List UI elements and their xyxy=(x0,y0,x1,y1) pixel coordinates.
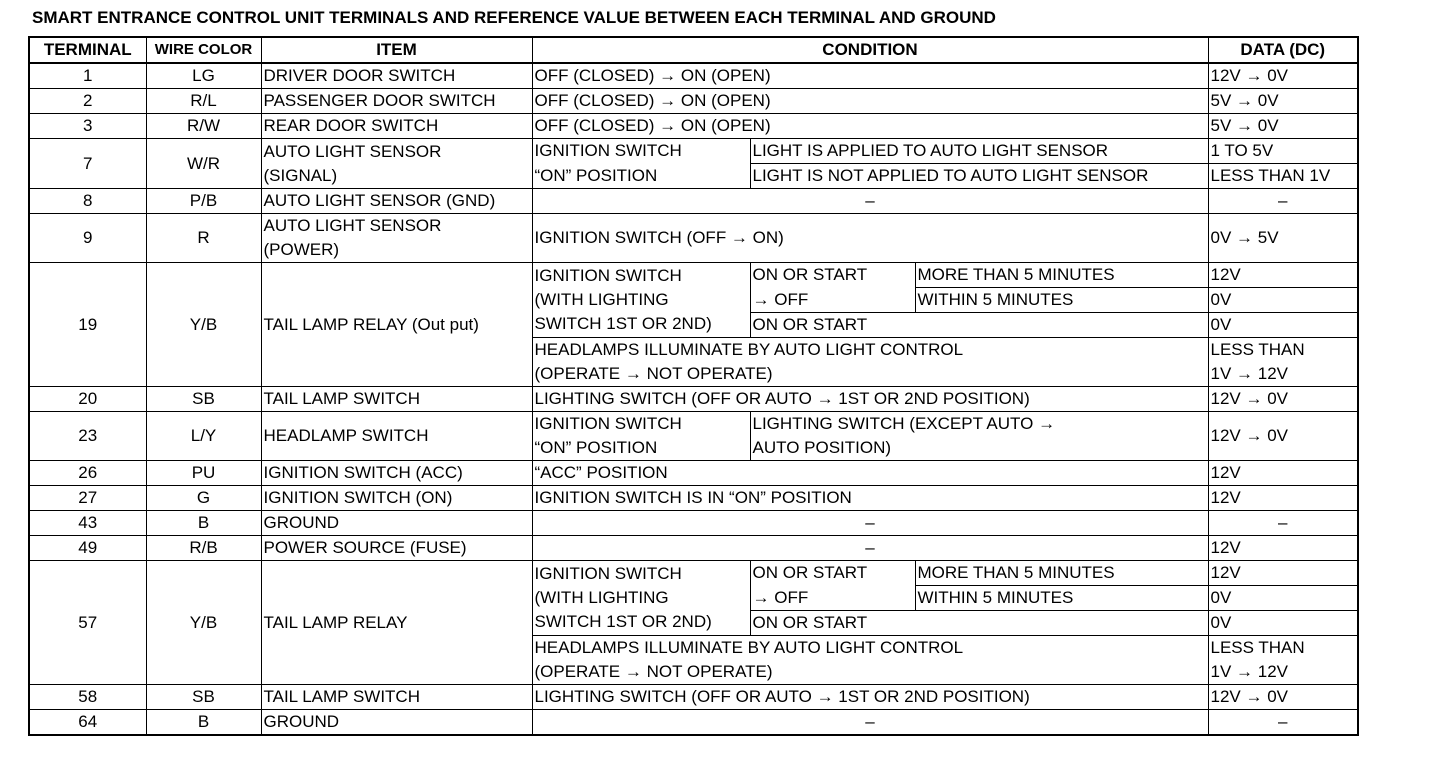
terminal-cell: 8 xyxy=(29,189,146,214)
condition-cell: (OPERATE → NOT OPERATE) xyxy=(532,660,1208,685)
item-cell: PASSENGER DOOR SWITCH xyxy=(261,89,532,114)
data-cell: – xyxy=(1208,511,1358,536)
terminal-cell: 3 xyxy=(29,114,146,139)
data-cell: 0V xyxy=(1208,586,1358,611)
wire-color-cell: SB xyxy=(146,685,261,710)
wire-color-cell: L/Y xyxy=(146,412,261,461)
item-cell xyxy=(261,214,532,263)
data-cell: 0V → 5V xyxy=(1208,214,1358,263)
item-cell xyxy=(261,139,532,189)
condition-line: IGNITION SWITCH xyxy=(534,564,682,583)
terminal-cell: 20 xyxy=(29,387,146,412)
table-row xyxy=(29,561,1358,586)
condition-cell: – xyxy=(532,710,1208,736)
wire-color-cell: R/B xyxy=(146,536,261,561)
wire-color-cell: R/W xyxy=(146,114,261,139)
table-row xyxy=(29,461,1358,486)
table-row xyxy=(29,263,1358,288)
terminal-table xyxy=(28,36,1359,736)
condition-cell: IGNITION SWITCH IS IN “ON” POSITION xyxy=(532,486,1208,511)
item-line: (SIGNAL) xyxy=(263,165,338,185)
item-cell: GROUND xyxy=(261,511,532,536)
terminal-cell: 2 xyxy=(29,89,146,114)
terminal-cell: 26 xyxy=(29,461,146,486)
condition-cell xyxy=(750,412,1208,461)
data-cell: – xyxy=(1208,189,1358,214)
item-cell: POWER SOURCE (FUSE) xyxy=(261,536,532,561)
data-cell: 12V → 0V xyxy=(1208,412,1358,461)
data-cell: 12V xyxy=(1208,461,1358,486)
data-cell: 12V xyxy=(1208,263,1358,288)
table-row xyxy=(29,189,1358,214)
terminal-cell: 1 xyxy=(29,63,146,89)
item-cell: IGNITION SWITCH (ACC) xyxy=(261,461,532,486)
table-row xyxy=(29,685,1358,710)
wire-color-cell: G xyxy=(146,486,261,511)
terminal-cell: 57 xyxy=(29,561,146,685)
data-cell: 12V xyxy=(1208,561,1358,586)
table-row xyxy=(29,710,1358,736)
terminal-cell: 9 xyxy=(29,214,146,263)
item-cell: TAIL LAMP SWITCH xyxy=(261,387,532,412)
condition-line: SWITCH 1ST OR 2ND) xyxy=(534,314,712,333)
condition-cell: (OPERATE → NOT OPERATE) xyxy=(532,362,1208,387)
data-cell: 12V → 0V xyxy=(1208,685,1358,710)
condition-cell: WITHIN 5 MINUTES xyxy=(915,288,1208,313)
data-cell: 5V → 0V xyxy=(1208,89,1358,114)
data-cell: 12V xyxy=(1208,536,1358,561)
header-row xyxy=(29,37,1358,63)
condition-cell: LIGHTING SWITCH (OFF OR AUTO → 1ST OR 2ND POSITION) xyxy=(532,387,1208,412)
condition-cell: – xyxy=(532,536,1208,561)
item-line: AUTO LIGHT SENSOR xyxy=(263,141,442,161)
condition-cell: OFF (CLOSED) → ON (OPEN) xyxy=(532,63,1208,89)
condition-line: LIGHTING SWITCH (EXCEPT AUTO → xyxy=(752,414,1056,433)
item-cell: TAIL LAMP SWITCH xyxy=(261,685,532,710)
header-wire-color: WIRE COLOR xyxy=(146,37,261,63)
wire-color-cell: B xyxy=(146,511,261,536)
item-line: AUTO LIGHT SENSOR xyxy=(263,216,442,235)
item-cell: AUTO LIGHT SENSOR (GND) xyxy=(261,189,532,214)
condition-line: AUTO POSITION) xyxy=(752,438,892,457)
wire-color-cell: PU xyxy=(146,461,261,486)
condition-cell: MORE THAN 5 MINUTES xyxy=(915,263,1208,288)
terminal-cell: 43 xyxy=(29,511,146,536)
terminal-cell: 58 xyxy=(29,685,146,710)
table-row xyxy=(29,89,1358,114)
data-cell: 12V xyxy=(1208,486,1358,511)
condition-cell: WITHIN 5 MINUTES xyxy=(915,586,1208,611)
page-title: SMART ENTRANCE CONTROL UNIT TERMINALS AND REFERENCE VALUE BETWEEN EACH TERMINAL AND GROUND xyxy=(32,8,996,27)
condition-line: (WITH LIGHTING xyxy=(534,290,669,309)
condition-cell: OFF (CLOSED) → ON (OPEN) xyxy=(532,114,1208,139)
table-row xyxy=(29,387,1358,412)
condition-line: “ON” POSITION xyxy=(534,438,658,457)
terminal-cell: 27 xyxy=(29,486,146,511)
condition-cell xyxy=(532,561,750,636)
wire-color-cell: R xyxy=(146,214,261,263)
condition-cell: ON OR START xyxy=(750,561,915,586)
condition-cell: LIGHT IS NOT APPLIED TO AUTO LIGHT SENSOR xyxy=(750,164,1208,189)
data-cell: LESS THAN xyxy=(1208,338,1358,363)
data-cell: 1 TO 5V xyxy=(1208,139,1358,164)
condition-cell: → OFF xyxy=(750,288,915,313)
condition-cell xyxy=(532,412,750,461)
item-cell: DRIVER DOOR SWITCH xyxy=(261,63,532,89)
data-cell: LESS THAN 1V xyxy=(1208,164,1358,189)
data-cell: 5V → 0V xyxy=(1208,114,1358,139)
item-cell: TAIL LAMP RELAY xyxy=(261,561,532,685)
table-row xyxy=(29,536,1358,561)
condition-line: SWITCH 1ST OR 2ND) xyxy=(534,612,712,631)
header-terminal: TERMINAL xyxy=(29,37,146,63)
condition-line: IGNITION SWITCH xyxy=(534,414,682,433)
condition-cell: HEADLAMPS ILLUMINATE BY AUTO LIGHT CONTROL xyxy=(532,338,1208,363)
data-cell: 1V → 12V xyxy=(1208,362,1358,387)
wire-color-cell: SB xyxy=(146,387,261,412)
condition-cell: ON OR START xyxy=(750,263,915,288)
wire-color-cell: Y/B xyxy=(146,561,261,685)
table-row xyxy=(29,214,1358,263)
wire-color-cell: LG xyxy=(146,63,261,89)
header-data: DATA (DC) xyxy=(1208,37,1358,63)
table-row xyxy=(29,114,1358,139)
data-cell: 12V → 0V xyxy=(1208,387,1358,412)
item-line: (POWER) xyxy=(263,240,340,259)
item-cell: IGNITION SWITCH (ON) xyxy=(261,486,532,511)
condition-line: (WITH LIGHTING xyxy=(534,588,669,607)
terminal-cell: 19 xyxy=(29,263,146,387)
wire-color-cell: W/R xyxy=(146,139,261,189)
data-cell: 0V xyxy=(1208,313,1358,338)
condition-cell: – xyxy=(532,511,1208,536)
terminal-cell: 64 xyxy=(29,710,146,736)
wire-color-cell: R/L xyxy=(146,89,261,114)
wire-color-cell: Y/B xyxy=(146,263,261,387)
condition-line: IGNITION SWITCH xyxy=(534,266,682,285)
condition-cell: LIGHT IS APPLIED TO AUTO LIGHT SENSOR xyxy=(750,139,1208,164)
terminal-cell: 49 xyxy=(29,536,146,561)
header-item: ITEM xyxy=(261,37,532,63)
data-cell: 0V xyxy=(1208,288,1358,313)
item-cell: REAR DOOR SWITCH xyxy=(261,114,532,139)
terminal-cell: 23 xyxy=(29,412,146,461)
data-cell: 0V xyxy=(1208,611,1358,636)
data-cell: 12V → 0V xyxy=(1208,63,1358,89)
table-row xyxy=(29,412,1358,461)
condition-cell: → OFF xyxy=(750,586,915,611)
condition-cell xyxy=(532,263,750,338)
condition-cell: IGNITION SWITCH (OFF → ON) xyxy=(532,214,1208,263)
condition-cell: ON OR START xyxy=(750,611,1208,636)
condition-cell: MORE THAN 5 MINUTES xyxy=(915,561,1208,586)
table-row xyxy=(29,486,1358,511)
wire-color-cell: P/B xyxy=(146,189,261,214)
condition-cell: HEADLAMPS ILLUMINATE BY AUTO LIGHT CONTROL xyxy=(532,636,1208,661)
condition-cell: – xyxy=(532,189,1208,214)
data-cell: LESS THAN xyxy=(1208,636,1358,661)
item-cell: TAIL LAMP RELAY (Out put) xyxy=(261,263,532,387)
wire-color-cell: B xyxy=(146,710,261,736)
table-row xyxy=(29,139,1358,164)
data-cell: 1V → 12V xyxy=(1208,660,1358,685)
data-cell: – xyxy=(1208,710,1358,736)
header-condition: CONDITION xyxy=(532,37,1208,63)
condition-cell: “ACC” POSITION xyxy=(532,461,1208,486)
terminal-cell: 7 xyxy=(29,139,146,189)
condition-cell: LIGHTING SWITCH (OFF OR AUTO → 1ST OR 2ND POSITION) xyxy=(532,685,1208,710)
condition-cell: OFF (CLOSED) → ON (OPEN) xyxy=(532,89,1208,114)
item-cell: HEADLAMP SWITCH xyxy=(261,412,532,461)
condition-cell: “ON” POSITION xyxy=(532,164,750,189)
condition-cell: ON OR START xyxy=(750,313,1208,338)
item-cell: GROUND xyxy=(261,710,532,736)
condition-cell: IGNITION SWITCH xyxy=(532,139,750,164)
table-row xyxy=(29,511,1358,536)
table-row xyxy=(29,63,1358,89)
